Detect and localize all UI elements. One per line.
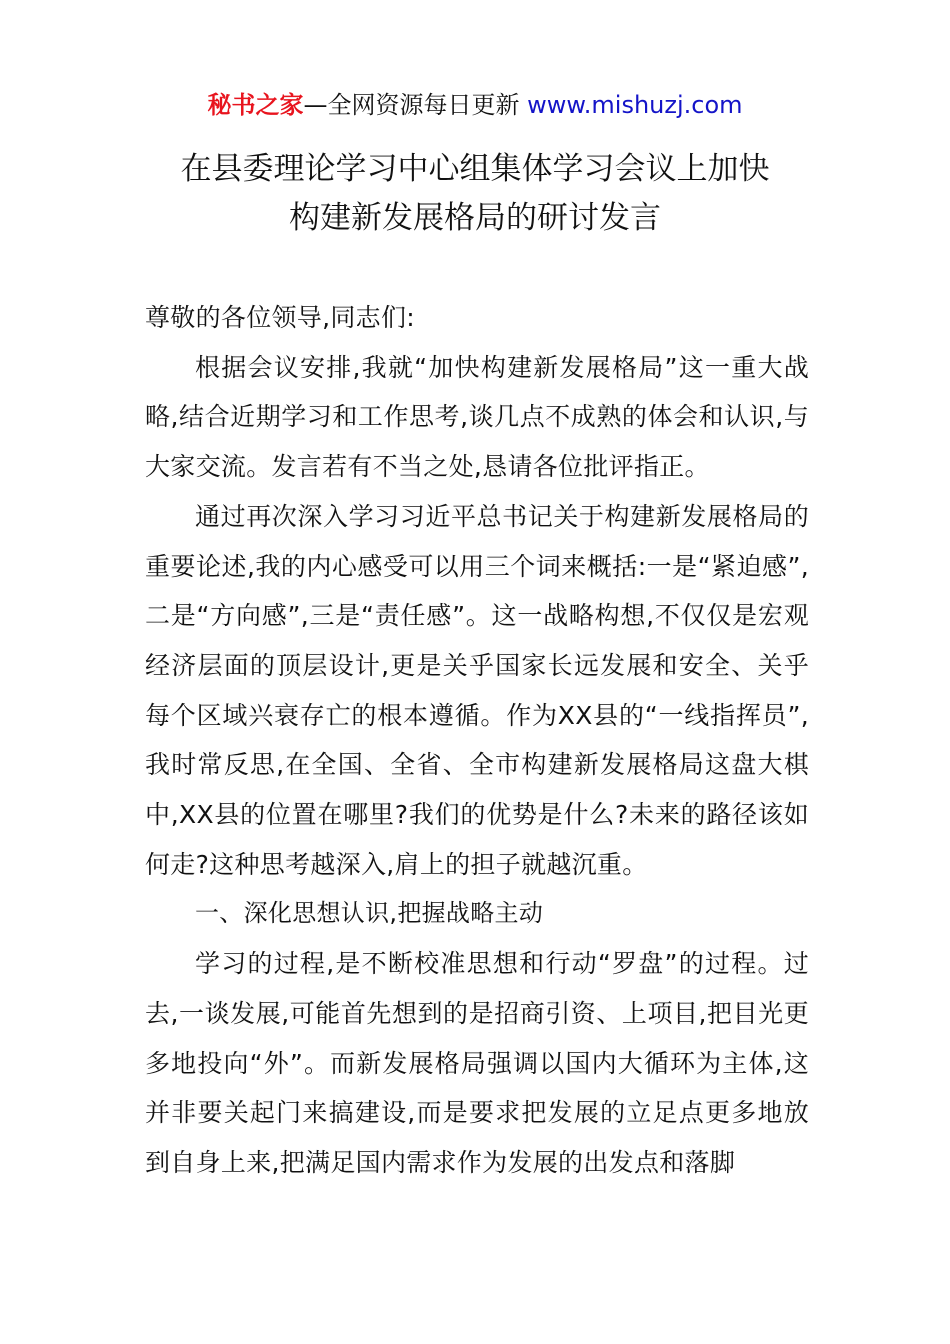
section-1-paragraph: 学习的过程,是不断校准思想和行动“罗盘”的过程。过去,一谈发展,可能首先想到的是招商引资、上项目,把目光更多地投向“外”。而新发展格局强调以国内大循环为主体,这并非要关起门来搞建设,而是要求把发展的立足点更多地放到自身上来,把满足国内需求作为发展的出发点和落脚 [145, 949, 809, 1177]
site-header [0, 88, 950, 122]
intro-paragraph: 根据会议安排,我就“加快构建新发展格局”这一重大战略,结合近期学习和工作思考,谈几点不成熟的体会和认识,与大家交流。发言若有不当之处,恳请各位批评指正。 [145, 352, 809, 482]
document-body [145, 293, 809, 1188]
section-heading-1: 一、深化思想认识,把握战略主动 [195, 899, 544, 928]
header-tagline: —全网资源每日更新 [303, 91, 528, 119]
salutation: 尊敬的各位领导,同志们: [145, 303, 415, 332]
document-title [0, 145, 950, 243]
title-line-2: 构建新发展格局的研讨发言 [289, 200, 661, 236]
title-line-1: 在县委理论学习中心组集体学习会议上加快 [180, 151, 770, 187]
site-url-link[interactable]: www.mishuzj.com [527, 91, 743, 119]
reflection-paragraph: 通过再次深入学习习近平总书记关于构建新发展格局的重要论述,我的内心感受可以用三个词来概括:一是“紧迫感”,二是“方向感”,三是“责任感”。这一战略构想,不仅仅是宏观经济层面的顶层设计,更是关乎国家长远发展和安全、关乎每个区域兴衰存亡的根本遵循。作为XX县的“一线指挥员”,我时常反思,在全国、全省、全市构建新发展格局这盘大棋中,XX县的位置在哪里?我们的优势是什么?未来的路径该如何走?这种思考越深入,肩上的担子就越沉重。 [145, 501, 809, 879]
brand-name: 秘书之家 [207, 91, 304, 119]
